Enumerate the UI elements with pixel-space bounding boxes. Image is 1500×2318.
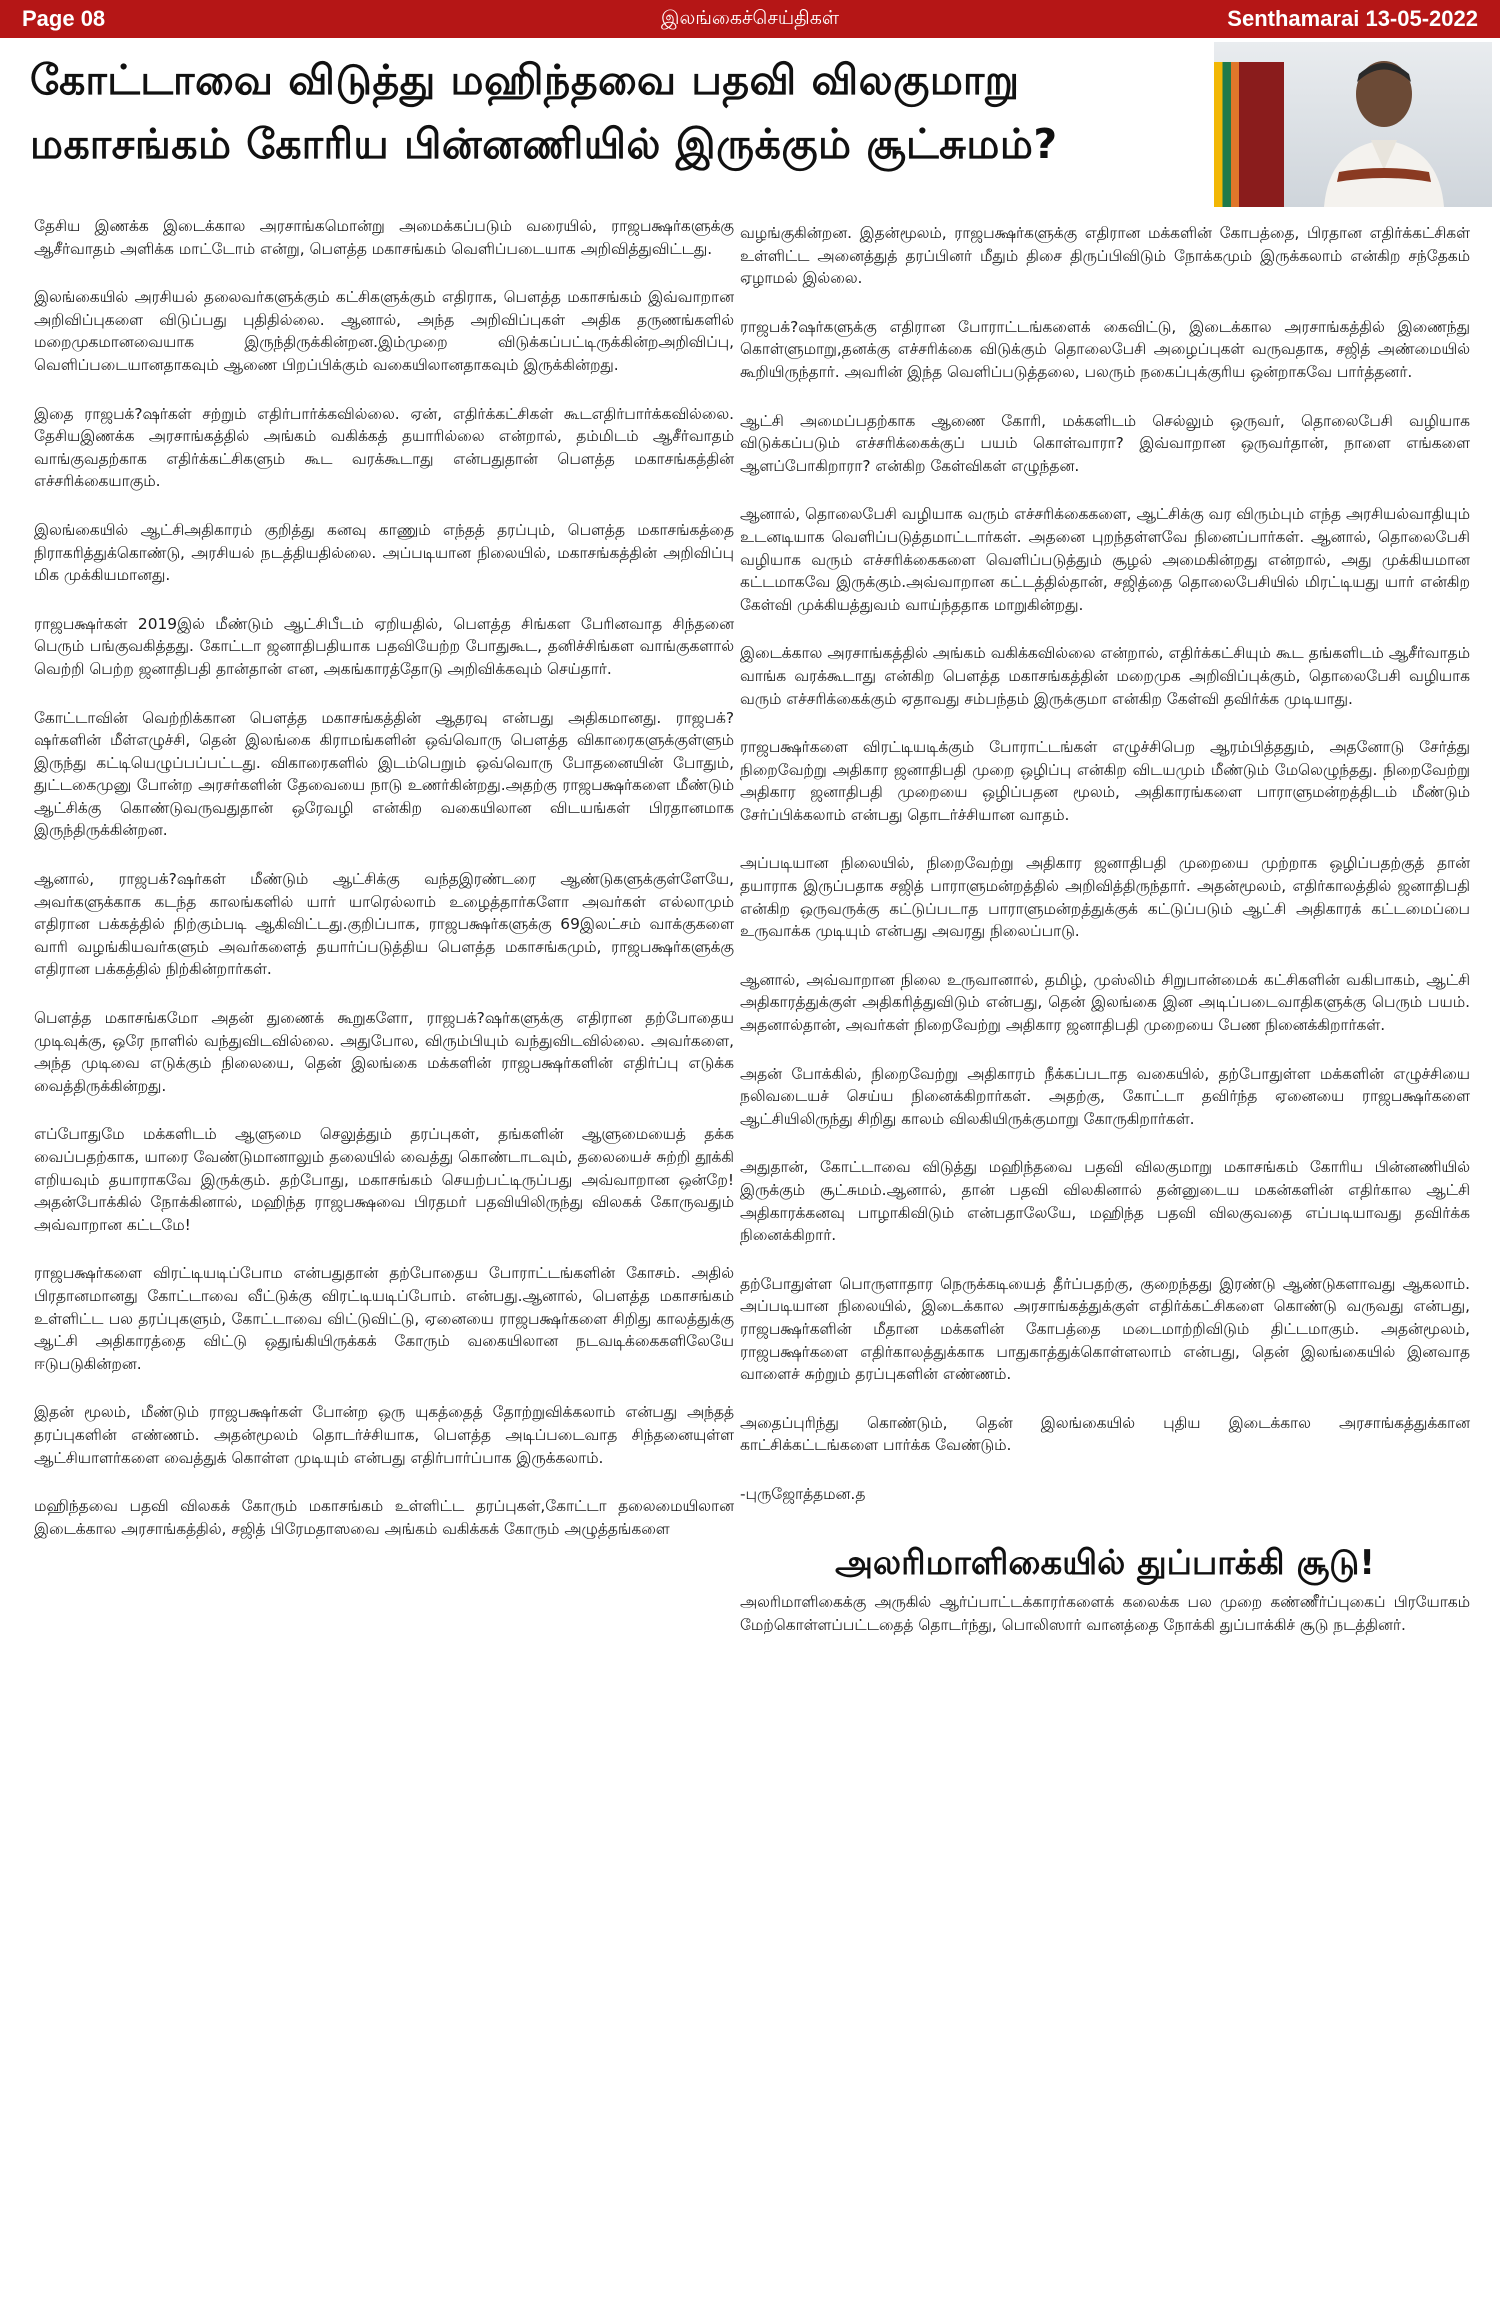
article-paragraph: ராஜபக்ஷர்கள் 2019இல் மீண்டும் ஆட்சிபீடம் ஏறியதில், பௌத்த சிங்கள பேரினவாத சிந்தனை பெரும் பங்குவகித்தது. கோட்டா ஜனாதிபதியாக பதவியேற்ற போதுகூட, தனிச்சிங்கள வாங்குகளால் வெற்றி பெற்ற ஜனாதிபதி தான்தான் என, அகங்காரத்தோடு அறிவிக்கவும் செய்தார். [34,614,734,678]
article-paragraph: அதைப்புரிந்து கொண்டும், தென் இலங்கையில் புதிய இடைக்கால அரசாங்கத்துக்கான காட்சிக்கட்டங்களை பார்க்க வேண்டும். [740,1413,1470,1455]
masthead-bar [0,0,1500,38]
person-silhouette-icon [1319,52,1449,207]
article-paragraph: இலங்கையில் ஆட்சிஅதிகாரம் குறித்து கனவு காணும் எந்தத் தரப்பும், பௌத்த மகாசங்கத்தை நிராகரித்துக்கொண்டு, அரசியல் நடத்தியதில்லை. அப்படியான நிலையில், மகாசங்கத்தின் அறிவிப்பு மிக முக்கியமானது. [34,520,734,585]
article-paragraph: ஆட்சி அமைப்பதற்காக ஆணை கோரி, மக்களிடம் செல்லும் ஒருவர், தொலைபேசி வழியாக விடுக்கப்படும் எச்சரிக்கைக்குப் பயம் கொள்வாரா? இவ்வாறான ஒருவர்தான், நாளை எங்களை ஆளப்போகிறாரா? என்கிற கேள்விகள் எழுந்தன. [740,411,1470,475]
paper-date: Senthamarai 13-05-2022 [1227,6,1478,31]
article-paragraph: ராஜபக்?ஷர்களுக்கு எதிரான போராட்டங்களைக் கைவிட்டு, இடைக்கால அரசாங்கத்தில் இணைந்து கொள்ளுமாறு,தனக்கு எச்சரிக்கை விடுக்கும் தொலைபேசி அழைப்புகள் வருவதாக, சஜித் அண்மையில் கூறியிருந்தார். அவரின் இந்த வெளிப்படுத்தலை, பலரும் நகைப்புக்குரிய ஒன்றாகவே பார்த்தனர். [740,317,1470,381]
article-paragraph: தற்போதுள்ள பொருளாதார நெருக்கடியைத் தீர்ப்பதற்கு, குறைந்தது இரண்டு ஆண்டுகளாவது ஆகலாம். அப்படியான நிலையில், இடைக்கால அரசாங்கத்துக்குள் எதிர்க்கட்சிகளை கொண்டு வருவது என்பது, ராஜபக்ஷர்களின் மீதான மக்களின் கோபத்தை மடைமாற்றிவிடும் திட்டமாகும். அதன்மூலம், ராஜபக்ஷர்களை எதிர்காலத்துக்காக பாதுகாத்துக்கொள்ளலாம் என்பது, தென் இலங்கையில் இனவாத வாளைச் சுற்றும் தரப்புகளின் எண்ணம். [740,1274,1470,1384]
article-paragraph: அப்படியான நிலையில், நிறைவேற்று அதிகார ஜனாதிபதி முறையை முற்றாக ஒழிப்பதற்குத் தான் தயாராக இருப்பதாக சஜித் பாராளுமன்றத்தில் அறிவித்திருந்தார். அதன்மூலம், எதிர்காலத்தில் ஜனாதிபதி என்கிற ஒருவருக்கு கட்டுப்படாத பாராளுமன்றத்துக்குக் கட்டுப்படும் ஆட்சி அதிகாரக் கட்டமைப்பை உருவாக்க முடியும் என்பது அவரது நிலைப்பாடு. [740,854,1470,941]
flag-graphic [1214,62,1284,207]
article-paragraph: வழங்குகின்றன. இதன்மூலம், ராஜபக்ஷர்களுக்கு எதிரான மக்களின் கோபத்தை, பிரதான எதிர்க்கட்சிகள் உள்ளிட்ட அனைத்துத் தரப்பினர் மீதும் திசை திருப்பிவிடும் நோக்கமும் இருக்கலாம் என்கிற சந்தேகம் ஏழாமல் இல்லை. [740,224,1470,288]
article-paragraph: ராஜபக்ஷர்களை விரட்டியடிப்போம என்பதுதான் தற்போதைய போராட்டங்களின் கோசம். அதில் பிரதானமானது கோட்டாவை வீட்டுக்கு விரட்டியடிப்போம். என்பது.ஆனால், பௌத்த மகாசங்கம் உள்ளிட்ட பல தரப்புகளும், கோட்டாவை விட்டுவிட்டு, ஏனையை ராஜபக்ஷர்களை சிறிது காலத்துக்கு ஆட்சி அதிகாரத்தை விட்டு ஒதுங்கியிருக்கக் கோரும் வகையிலான நடவடிக்கைகளிலேயே ஈடுபடுகின்றன. [34,1264,734,1373]
article-paragraph: அதுதான், கோட்டாவை விடுத்து மஹிந்தவை பதவி விலகுமாறு மகாசங்கம் கோரிய பின்னணியில் இருக்கும் சூட்சுமம்.ஆனால், தான் பதவி விலகினால் தன்னுடைய மகன்களின் எதிர்கால ஆட்சி அதிகாரக்கனவு பாழாகிவிடும் என்பதாலேயே, மஹிந்த பதவி விலகுவதை எப்படியாவது தவிர்க்க நினைக்கிறார். [740,1158,1470,1245]
article-paragraph: இதை ராஜபக்?ஷர்கள் சற்றும் எதிர்பார்க்கவில்லை. ஏன், எதிர்க்கட்சிகள் கூடஎதிர்பார்க்கவில்லை. தேசியஇணக்க அரசாங்கத்தில் அங்கம் வகிக்கத் தயாரில்லை என்றால், தம்மிடம் ஆசீர்வாதம் வாங்குவதற்காக எதிர்க்கட்சிகளும் கூட வரக்கூடாது என்பதுதான் பௌத்த மகாசங்கத்தின் எச்சரிக்கையாகும். [34,404,734,491]
author-signoff: -புருஜோத்தமன.த [740,1484,866,1503]
article-paragraph: அதன் போக்கில், நிறைவேற்று அதிகாரம் நீக்கப்படாத வகையில், தற்போதுள்ள மக்களின் எழுச்சியை நலிவடையச் செய்ய நினைக்கிறார்கள். அதற்கு, கோட்டா தவிர்ந்த ஏனையை ராஜபக்ஷர்களை ஆட்சியிலிருந்து சிறிது காலம் விலகியிருக்குமாறு கோருகிறார்கள். [740,1064,1470,1128]
article-column-left [34,215,734,1566]
article-paragraph: தேசிய இணக்க இடைக்கால அரசாங்கமொன்று அமைக்கப்படும் வரையில், ராஜபக்ஷர்களுக்கு ஆசீர்வாதம் அளிக்க மாட்டோம் என்று, பௌத்த மகாசங்கம் வெளிப்படையாக அறிவித்துவிட்டது. [34,217,734,258]
article-paragraph: இதன் மூலம், மீண்டும் ராஜபக்ஷர்கள் போன்ற ஒரு யுகத்தைத் தோற்றுவிக்கலாம் என்பது அந்தத் தரப்புகளின் எண்ணம். அதன்மூலம் தொடர்ச்சியாக, பௌத்த அடிப்படைவாத சிந்தனையுள்ள ஆட்சியாளர்களை வைத்துக் கொள்ள முடியும் என்பது எதிர்பார்ப்பாக இருக்கலாம். [34,1403,734,1467]
article-paragraph: இடைக்கால அரசாங்கத்தில் அங்கம் வகிக்கவில்லை என்றால், எதிர்க்கட்சியும் கூட தங்களிடம் ஆசீர்வாதம் வாங்க வரக்கூடாது என்கிற பௌத்த மகாசங்கத்தின் மறைமுக அறிவிப்புக்கும், தொலைபேசி வழியாக வரும் எச்சரிக்கைக்கும் ஏதாவது சம்பந்தம் இருக்குமா என்கிற கேள்வி தவிர்க்க முடியாது. [740,644,1470,708]
main-headline [30,48,1210,176]
portrait-photo [1214,42,1492,207]
section-name: இலங்கைச்செய்திகள் [660,6,839,29]
article-paragraph: ராஜபக்ஷர்களை விரட்டியடிக்கும் போராட்டங்கள் எழுச்சிபெற ஆரம்பித்ததும், அதனோடு சேர்த்து நிறைவேற்று அதிகார ஜனாதிபதி முறை ஒழிப்பு என்கிற விடயமும் மீண்டும் மேலெழுந்தது. நிறைவேற்று அதிகார ஜனாதிபதி முறையை ஒழிப்பதன மூலம், அதிகாரங்களை பாராளுமன்றத்திடம் மீண்டும் சேர்ப்பிக்கலாம் என்பது தொடர்ச்சியான வாதம். [740,738,1470,824]
page-number: Page 08 [22,6,106,31]
article-paragraph: ஆனால், அவ்வாறான நிலை உருவானால், தமிழ், முஸ்லிம் சிறுபான்மைக் கட்சிகளின் வகிபாகம், ஆட்சி அதிகாரத்துக்குள் அதிகரித்துவிடும் என்பது, தென் இலங்கை இன அடிப்படைவாதிகளுக்கு பெரும் பயம். அதனால்தான், அவர்கள் நிறைவேற்று அதிகார ஜனாதிபதி முறையை பேண நினைக்கிறார்கள். [740,970,1470,1035]
sub-article-headline: அலரிமாளிகையில் துப்பாக்கி சூடு! [835,1542,1375,1583]
article-paragraph: எப்போதுமே மக்களிடம் ஆளுமை செலுத்தும் தரப்புகள், தங்களின் ஆளுமையைத் தக்க வைப்பதற்காக, யாரை வேண்டுமானாலும் தலையில் வைத்து கொண்டாடவும், தலையைச் சுற்றி தூக்கி எறியவும் தயாராகவே இருக்கும். தற்போது, மகாசங்கம் செயற்பட்டிருப்பது அவ்வாறான ஒன்றே! அதன்போக்கில் நோக்கினால், மஹிந்த ராஜபக்ஷவை பிரதமர் பதவியிலிருந்து விலகக் கோருவதும் அவ்வாறான கட்டமே! [34,1125,734,1234]
article-paragraph: ஆனால், ராஜபக்?ஷர்கள் மீண்டும் ஆட்சிக்கு வந்தஇரண்டரை ஆண்டுகளுக்குள்ளேயே, அவர்களுக்காக கடந்த காலங்களில் யார் யாரெல்லாம் உழைத்தார்களோ அவர்கள் எல்லாமும் எதிரான பக்கத்தில் நிற்கும்படி ஆகிவிட்டது.குறிப்பாக, ராஜபக்ஷர்களுக்கு 69இலட்சம் வாக்குகளை வாரி வழங்கியவர்களும் அவர்களைத் தயார்ப்படுத்திய பௌத்த மகாசங்கமும், ராஜபக்ஷர்களுக்கு எதிரான பக்கத்தில் நிற்கின்றார்கள். [34,870,734,979]
article-paragraph: மஹிந்தவை பதவி விலகக் கோரும் மகாசங்கம் உள்ளிட்ட தரப்புகள்,கோட்டா தலைமையிலான இடைக்கால அரசாங்கத்தில், சஜித் பிரேமதாஸவை அங்கம் வகிக்கக் கோரும் அழுத்தங்களை [34,1497,734,1538]
article-paragraph: கோட்டாவின் வெற்றிக்கான பௌத்த மகாசங்கத்தின் ஆதரவு என்பது அதிகமானது. ராஜபக்?ஷர்களின் மீள்எழுச்சி, தென் இலங்கை கிராமங்களின் ஒவ்வொரு பௌத்த விகாரைகளுக்குள்ளும் இருந்து கட்டியெழுப்பப்பட்டது. விகாரைகளில் இடம்பெறும் ஒவ்வொரு போதனையின் போதும், துட்டகைமுனு போன்ற அரசர்களின் தேவையை நாடு உணர்கின்றது.அதற்கு ராஜபக்ஷர்களை மீண்டும் ஆட்சிக்கு கொண்டுவருவதுதான் ஒரேவழி என்கிற வகையிலான விடயங்கள் பிரதானமாக இருந்திருக்கின்றன. [34,708,734,840]
headline-line-2: மகாசங்கம் கோரிய பின்னணியில் இருக்கும் சூட்சுமம்? [30,120,1058,168]
article-paragraph: இலங்கையில் அரசியல் தலைவர்களுக்கும் கட்சிகளுக்கும் எதிராக, பௌத்த மகாசங்கம் இவ்வாறான அறிவிப்புகளை விடுப்பது புதிதில்லை. ஆனால், அந்த அறிவிப்புகள் அதிக தருணங்களில் மறைமுகமானவையாக இருந்திருக்கின்றன.இம்முறை விடுக்கப்பட்டிருக்கின்றஅறிவிப்பு, வெளிப்படையானதாகவும் ஆணை பிறப்பிக்கும் வகையிலானதாகவும் இருக்கின்றது. [34,288,734,374]
article-paragraph: ஆனால், தொலைபேசி வழியாக வரும் எச்சரிக்கைகளை, ஆட்சிக்கு வர விரும்பும் எந்த அரசியல்வாதியும் உடனடியாக வெளிப்படுத்தமாட்டார்கள். அதனை புறந்தள்ளவே நினைப்பார்கள். ஆனால், தொலைபேசி வழியாக வரும் எச்சரிக்கைகளை வெளிப்படுத்தும் சூழல் அமைகின்றது என்றால், அது முக்கியமான கட்டமாகவே இருக்கும்.அவ்வாறான கட்டத்தில்தான், சஜித்தை தொலைபேசியில் மிரட்டியது யார் என்கிற கேள்வி முக்கியத்துவம் வாய்ந்ததாக மாறுகின்றது. [740,505,1470,614]
article-column-right [740,222,1470,1636]
article-paragraph: பௌத்த மகாசங்கமோ அதன் துணைக் கூறுகளோ, ராஜபக்?ஷர்களுக்கு எதிரான தற்போதைய முடிவுக்கு, ஒரே நாளில் வந்துவிடவில்லை. அதுபோல, விரும்பியும் வந்துவிடவில்லை. அவர்களை, அந்த முடிவை எடுக்கும் நிலையை, தென் இலங்கை மக்களின் ராஜபக்ஷர்களின் எதிர்ப்பு எடுக்க வைத்திருக்கின்றது. [34,1009,734,1095]
sub-article-body: அலரிமாளிகைக்கு அருகில் ஆர்ப்பாட்டக்காரர்களைக் கலைக்க பல முறை கண்ணீர்ப்புகைப் பிரயோகம் மேற்கொள்ளப்பட்டதைத் தொடர்ந்து, பொலிஸார் வானத்தை நோக்கி துப்பாக்கிச் சூடு நடத்தினர். [740,1592,1470,1634]
headline-line-1: கோட்டாவை விடுத்து மஹிந்தவை பதவி விலகுமாறு [30,56,1020,104]
